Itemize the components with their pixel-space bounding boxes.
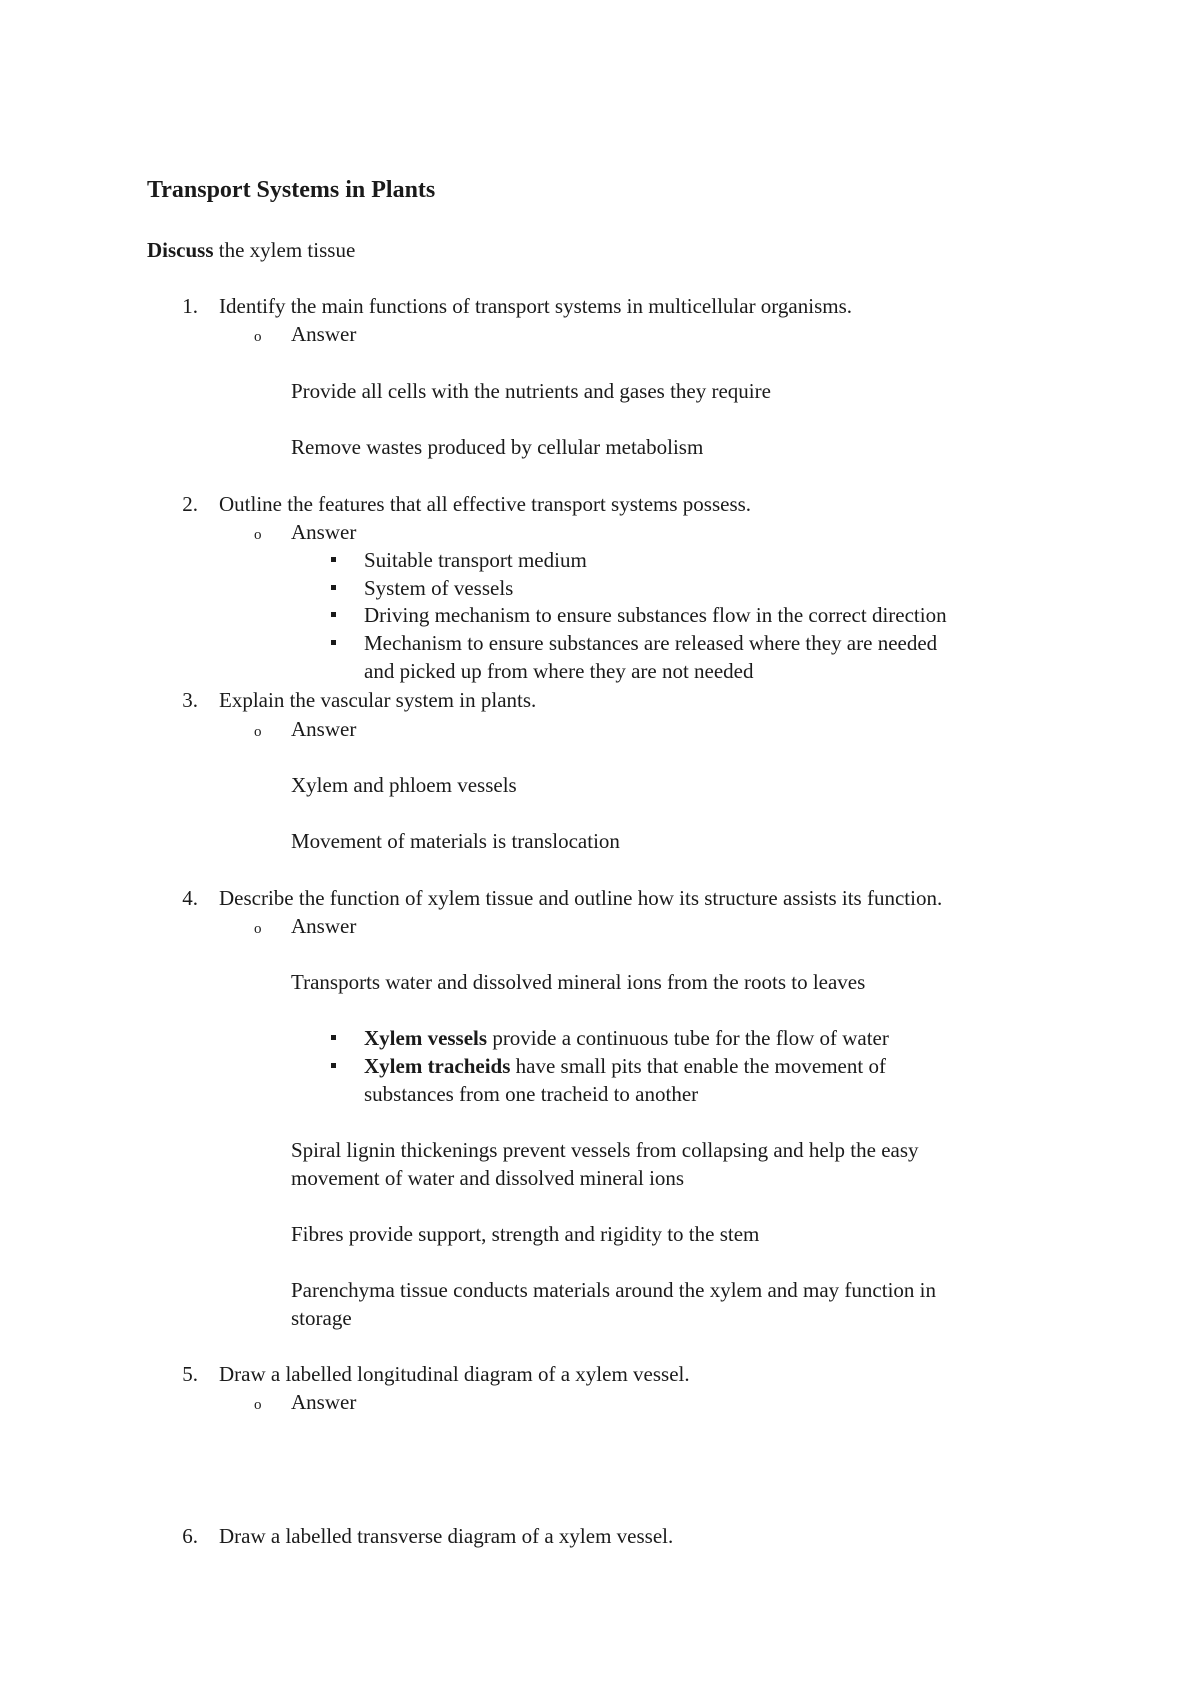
q4-bullet-2-marker	[331, 1063, 336, 1068]
q4-bullet-1	[364, 1024, 889, 1052]
q2-bullet-2-marker	[331, 585, 336, 590]
q3-answer-label: Answer	[291, 717, 357, 741]
q4-bullet-2-continued: substances from one tracheid to another	[364, 1082, 699, 1106]
intro-line	[147, 236, 355, 264]
q2-number: 2.	[182, 492, 198, 516]
q4-circle-bullet: o	[254, 921, 262, 937]
q3-answer-1: Xylem and phloem vessels	[291, 773, 517, 797]
q4-parenchyma: Parenchyma tissue conducts materials around the xylem and may function in	[291, 1278, 936, 1302]
q4-spiral: Spiral lignin thickenings prevent vessels from collapsing and help the easy	[291, 1138, 919, 1162]
q3-number: 3.	[182, 688, 198, 712]
intro-rest: the xylem tissue	[213, 238, 356, 262]
q4-text: Describe the function of xylem tissue and outline how its structure assists its function.	[219, 886, 943, 910]
q6-number: 6.	[182, 1524, 198, 1548]
q5-number: 5.	[182, 1362, 198, 1386]
q3-text: Explain the vascular system in plants.	[219, 688, 537, 712]
q4-transport: Transports water and dissolved mineral ions from the roots to leaves	[291, 970, 866, 994]
q4-spiral-continued: movement of water and dissolved mineral ions	[291, 1166, 685, 1190]
q2-bullet-3: Driving mechanism to ensure substances flow in the correct direction	[364, 603, 947, 627]
q4-fibres: Fibres provide support, strength and rigidity to the stem	[291, 1222, 760, 1246]
intro-bold: Discuss	[147, 238, 214, 262]
q5-answer-label: Answer	[291, 1390, 357, 1414]
q4-answer-label: Answer	[291, 914, 357, 938]
q2-bullet-4-marker	[331, 640, 336, 645]
q4-bullet-1-rest: provide a continuous tube for the flow of water	[487, 1026, 889, 1050]
q4-bullet-2	[364, 1052, 886, 1080]
document-title: Transport Systems in Plants	[147, 177, 436, 203]
q6-text: Draw a labelled transverse diagram of a xylem vessel.	[219, 1524, 674, 1548]
q5-text: Draw a labelled longitudinal diagram of a xylem vessel.	[219, 1362, 690, 1386]
q4-bullet-1-marker	[331, 1035, 336, 1040]
q2-bullet-4: Mechanism to ensure substances are released where they are needed	[364, 631, 938, 655]
q4-bullet-2-rest: have small pits that enable the movement of	[510, 1054, 886, 1078]
q1-answer-label: Answer	[291, 322, 357, 346]
q3-answer-2: Movement of materials is translocation	[291, 829, 620, 853]
q4-parenchyma-continued: storage	[291, 1306, 352, 1330]
q1-text: Identify the main functions of transport systems in multicellular organisms.	[219, 294, 853, 318]
q3-circle-bullet: o	[254, 724, 262, 740]
q1-circle-bullet: o	[254, 329, 262, 345]
q1-number: 1.	[182, 294, 198, 318]
q4-bullet-2-bold: Xylem tracheids	[364, 1054, 511, 1078]
q2-bullet-2: System of vessels	[364, 576, 514, 600]
q2-bullet-3-marker	[331, 612, 336, 617]
q4-number: 4.	[182, 886, 198, 910]
q1-answer-2: Remove wastes produced by cellular metabolism	[291, 435, 704, 459]
q2-bullet-1-marker	[331, 557, 336, 562]
q4-bullet-1-bold: Xylem vessels	[364, 1026, 488, 1050]
q2-bullet-4-continued: and picked up from where they are not needed	[364, 659, 754, 683]
q2-answer-label: Answer	[291, 520, 357, 544]
q2-bullet-1: Suitable transport medium	[364, 548, 587, 572]
q5-circle-bullet: o	[254, 1397, 262, 1413]
q1-answer-1: Provide all cells with the nutrients and gases they require	[291, 379, 771, 403]
q2-text: Outline the features that all effective transport systems possess.	[219, 492, 752, 516]
q2-circle-bullet: o	[254, 527, 262, 543]
